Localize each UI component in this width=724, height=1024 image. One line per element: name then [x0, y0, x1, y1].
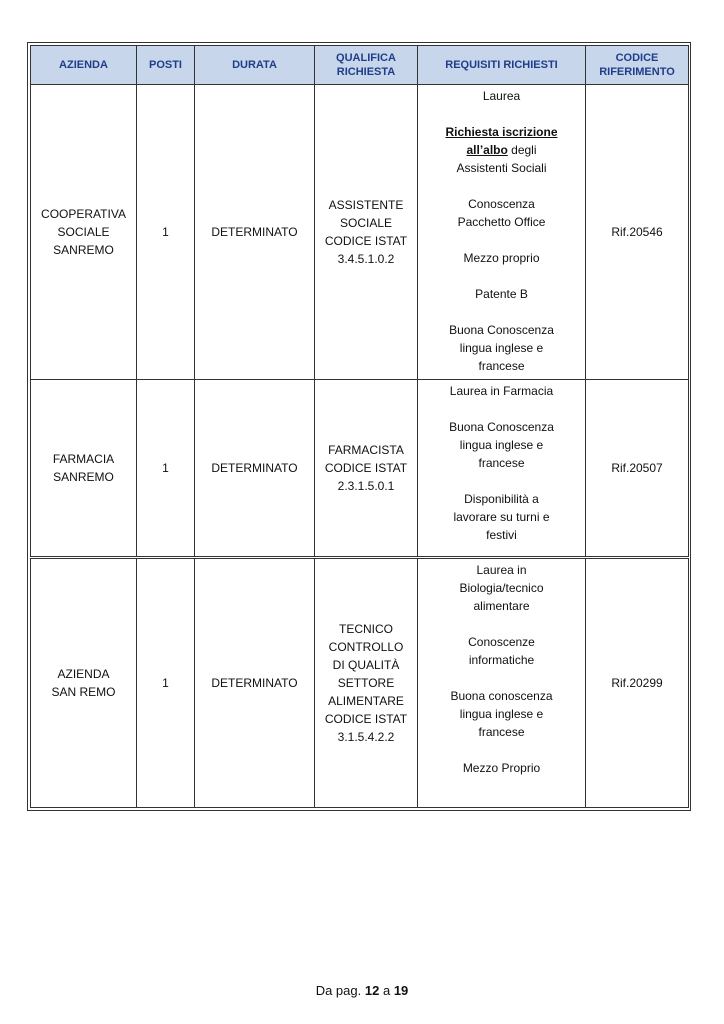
requisito-line: Conoscenze informatiche	[468, 635, 535, 667]
header-azienda: AZIENDA	[31, 46, 137, 85]
footer-total-pages: 19	[393, 983, 409, 998]
cell-azienda: FARMACIA SANREMO	[31, 380, 137, 558]
requisito-line: Conoscenza Pacchetto Office	[457, 197, 546, 229]
requisito-line	[424, 123, 579, 177]
job-offers-table	[30, 45, 689, 808]
table-row	[31, 558, 689, 808]
cell-azienda: COOPERATIVA SOCIALE SANREMO	[31, 85, 137, 380]
cell-qualifica: TECNICO CONTROLLO DI QUALITÀ SETTORE ALIMENTARE CODICE ISTAT 3.1.5.4.2.2	[315, 558, 418, 808]
cell-codice: Rif.20546	[586, 85, 689, 380]
cell-durata: DETERMINATO	[195, 558, 315, 808]
table-row	[31, 85, 689, 380]
requisito-line: Buona Conoscenza lingua inglese e francese	[449, 420, 554, 470]
header-codice: CODICE RIFERIMENTO	[586, 46, 689, 85]
requisito-line: Mezzo proprio	[463, 251, 540, 265]
requisito-line: Buona conoscenza lingua inglese e francese	[450, 689, 553, 739]
cell-codice: Rif.20299	[586, 558, 689, 808]
cell-posti: 1	[137, 85, 195, 380]
header-posti: POSTI	[137, 46, 195, 85]
page-footer	[0, 983, 724, 998]
footer-prefix: Da pag.	[315, 983, 362, 998]
table-row	[31, 380, 689, 558]
header-durata: DURATA	[195, 46, 315, 85]
job-offers-table-frame	[27, 42, 691, 811]
requisito-line: Patente B	[475, 287, 528, 301]
table-header-row	[31, 46, 689, 85]
requisito-line: Disponibilità a lavorare su turni e festivi	[453, 492, 550, 542]
cell-qualifica: FARMACISTA CODICE ISTAT 2.3.1.5.0.1	[315, 380, 418, 558]
cell-qualifica: ASSISTENTE SOCIALE CODICE ISTAT 3.4.5.1.0.2	[315, 85, 418, 380]
cell-requisiti	[418, 558, 586, 808]
requisito-line: Mezzo Proprio	[462, 761, 541, 775]
requisito-line: Buona Conoscenza lingua inglese e francese	[449, 323, 554, 373]
cell-durata: DETERMINATO	[195, 380, 315, 558]
cell-requisiti	[418, 380, 586, 558]
cell-codice: Rif.20507	[586, 380, 689, 558]
cell-posti: 1	[137, 558, 195, 808]
cell-durata: DETERMINATO	[195, 85, 315, 380]
cell-requisiti	[418, 85, 586, 380]
cell-posti: 1	[137, 380, 195, 558]
requisito-line: Laurea in Biologia/tecnico alimentare	[459, 563, 544, 613]
requisito-line: Laurea in Farmacia	[449, 384, 554, 398]
header-requisiti: REQUISITI RICHIESTI	[418, 46, 586, 85]
cell-azienda: AZIENDA SAN REMO	[31, 558, 137, 808]
header-qualifica: QUALIFICA RICHIESTA	[315, 46, 418, 85]
requisito-line: Laurea	[482, 89, 521, 103]
requisito-emphasis: Richiesta iscrizione all’albo	[445, 125, 558, 157]
footer-page-number: 12	[364, 983, 380, 998]
requisito-text: degli Assistenti Sociali	[456, 143, 547, 175]
footer-separator: a	[382, 983, 391, 998]
